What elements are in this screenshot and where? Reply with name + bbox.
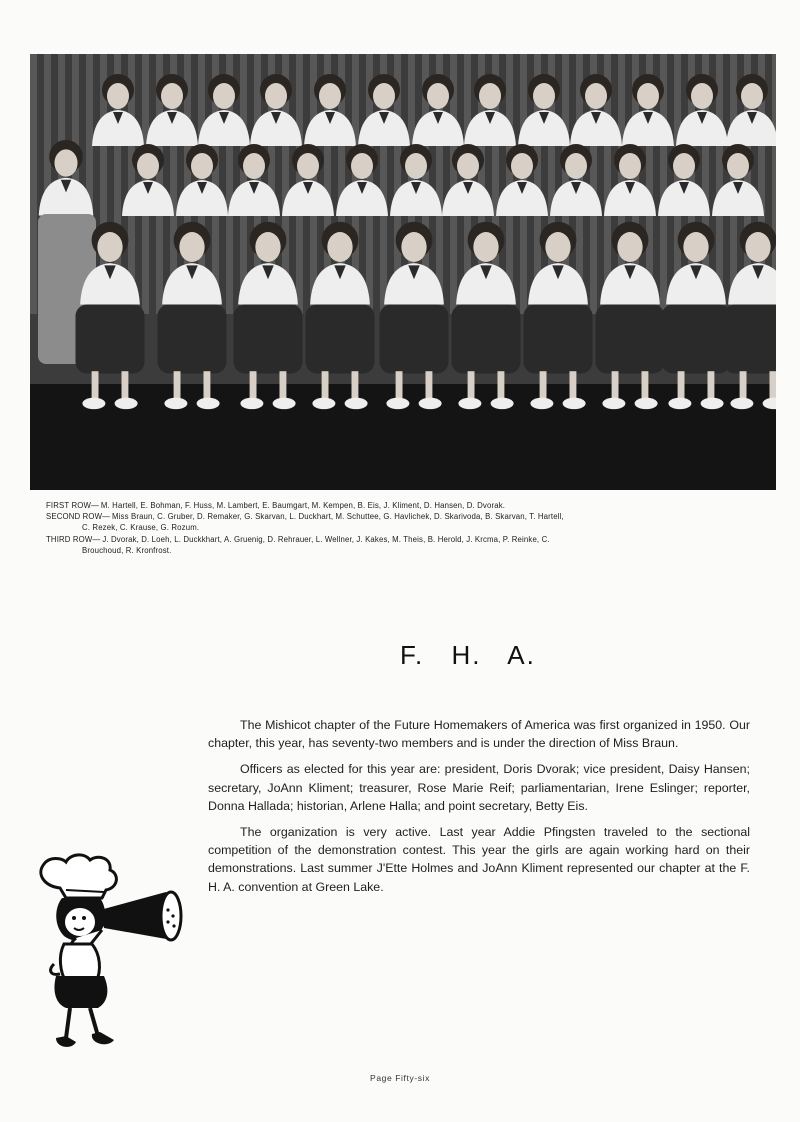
photo-person-skirt bbox=[662, 305, 731, 374]
photo-person-shoe bbox=[419, 398, 442, 410]
photo-person-shoe bbox=[197, 398, 220, 410]
photo-person-leg bbox=[570, 371, 577, 401]
photo-person-leg bbox=[352, 371, 359, 401]
photo-person-face bbox=[533, 83, 555, 109]
photo-person-face bbox=[683, 232, 708, 262]
photo-person-shoe bbox=[491, 398, 514, 410]
photo-person-skirt bbox=[596, 305, 665, 374]
photo-person-face bbox=[137, 153, 159, 179]
photo-person-face bbox=[479, 83, 501, 109]
photo-curtain-fold bbox=[30, 54, 37, 314]
photo-person-face bbox=[565, 153, 587, 179]
caption-third-row-continued: Brouchoud, R. Kronfrost. bbox=[82, 545, 172, 555]
photo-person-face bbox=[585, 83, 607, 109]
photo-person-leg bbox=[250, 371, 257, 401]
photo-person-leg bbox=[280, 371, 287, 401]
photo-person-face bbox=[265, 83, 287, 109]
photo-person-leg bbox=[740, 371, 747, 401]
photo-person-face bbox=[373, 83, 395, 109]
group-photo bbox=[30, 54, 776, 490]
photo-person-face bbox=[673, 153, 695, 179]
photo-person-face bbox=[691, 83, 713, 109]
photo-person-skirt bbox=[234, 305, 303, 374]
photo-person-face bbox=[243, 153, 265, 179]
photo-person-face bbox=[473, 232, 498, 262]
article-body bbox=[208, 716, 750, 904]
group-photo-drawing bbox=[30, 54, 776, 490]
photo-person-shoe bbox=[115, 398, 138, 410]
photo-person-leg bbox=[540, 371, 547, 401]
photo-person-face bbox=[637, 83, 659, 109]
photo-person-face bbox=[107, 83, 129, 109]
article-paragraph-3: The organization is very active. Last year Addie Pfingsten traveled to the sectional competition of the demonstration contest. This year the girls are again working hard on their demonstrations. Last summer J'Ette Holmes and JoAnn Kliment represented our chapter at the F. H. A. convention at Green Lake. bbox=[208, 825, 750, 894]
caption-second-row bbox=[46, 511, 774, 533]
caption-third-row-names: J. Dvorak, D. Loeh, L. Duckkhart, A. Gruenig, D. Rehrauer, L. Wellner, J. Kakes, M. Theis, B. Herold, J. Krcma, P. Reinke, C. bbox=[102, 534, 550, 544]
photo-person-leg bbox=[708, 371, 715, 401]
photo-person-shoe bbox=[701, 398, 724, 410]
photo-person-shoe bbox=[386, 398, 409, 410]
photo-person-leg bbox=[770, 371, 777, 401]
page-title: F. H. A. bbox=[400, 640, 536, 670]
photo-person-face bbox=[97, 232, 122, 262]
photo-person-leg bbox=[426, 371, 433, 401]
photo-person-shoe bbox=[730, 398, 753, 410]
photo-person-leg bbox=[204, 371, 211, 401]
photo-person-face bbox=[319, 83, 341, 109]
photo-person-shoe bbox=[345, 398, 368, 410]
photo-person-face bbox=[617, 232, 642, 262]
photo-person-leg bbox=[396, 371, 403, 401]
photo-person-leg bbox=[468, 371, 475, 401]
photo-person-leg bbox=[322, 371, 329, 401]
photo-person-shoe bbox=[164, 398, 187, 410]
photo-person-shoe bbox=[312, 398, 335, 410]
photo-person-skirt bbox=[158, 305, 227, 374]
caption-second-row-continued: C. Rezek, C. Krause, G. Rozum. bbox=[82, 523, 200, 533]
photo-person-face bbox=[213, 83, 235, 109]
photo-person-skirt bbox=[452, 305, 521, 374]
photo-person-face bbox=[351, 153, 373, 179]
photo-person-shoe bbox=[458, 398, 481, 410]
photo-person-shoe bbox=[240, 398, 263, 410]
photo-caption bbox=[46, 500, 774, 556]
caption-second-row-names: Miss Braun, C. Gruber, D. Remaker, G. Skarvan, L. Duckhart, M. Schuttee, G. Havlichek, D. Skarivoda, B. Skarvan, T. Hartell, bbox=[112, 512, 564, 522]
photo-person-face bbox=[545, 232, 570, 262]
photo-person-face bbox=[179, 232, 204, 262]
caption-first-row bbox=[46, 500, 774, 511]
caption-third-row bbox=[46, 534, 774, 556]
photo-person-leg bbox=[122, 371, 129, 401]
photo-person-leg bbox=[678, 371, 685, 401]
photo-person-face bbox=[161, 83, 183, 109]
photo-person-shoe bbox=[273, 398, 296, 410]
caption-first-row-label: FIRST ROW— bbox=[46, 501, 99, 510]
photo-person-skirt bbox=[76, 305, 145, 374]
article-paragraph-1: The Mishicot chapter of the Future Homemakers of America was first organized in 1950. Our chapter, this year, has seventy-two members and is under the direction of Miss Braun. bbox=[208, 718, 750, 751]
photo-person-face bbox=[745, 232, 770, 262]
photo-person-face bbox=[401, 232, 426, 262]
caption-third-row-label: THIRD ROW— bbox=[46, 534, 101, 544]
photo-person-shoe bbox=[635, 398, 658, 410]
caption-first-row-names: M. Hartell, E. Bohman, F. Huss, M. Lambert, E. Baumgart, M. Kempen, B. Eis, J. Kliment, D. Hansen, D. Dvorak. bbox=[100, 501, 506, 510]
photo-person-shoe bbox=[82, 398, 105, 410]
photo-person-face bbox=[405, 153, 427, 179]
photo-person-skirt bbox=[724, 305, 777, 374]
photo-person-leg bbox=[92, 371, 99, 401]
chef-icon bbox=[30, 852, 190, 1062]
photo-person-shoe bbox=[602, 398, 625, 410]
photo-person-face bbox=[297, 153, 319, 179]
photo-person-leg bbox=[498, 371, 505, 401]
article-paragraph-2: Officers as elected for this year are: president, Doris Dvorak; vice president, Daisy Hansen; secretary, JoAnn Kliment; treasurer, Rose Marie Reif; parliamentarian, Irene Eslinger; reporter, Donna Hallada; historian, Arlene Halla; and point secretary, Betty Eis. bbox=[208, 762, 750, 813]
photo-person-shoe bbox=[668, 398, 691, 410]
photo-person-leg bbox=[174, 371, 181, 401]
photo-person-face bbox=[191, 153, 213, 179]
photo-person-face bbox=[727, 153, 749, 179]
photo-person-face bbox=[327, 232, 352, 262]
photo-person-face bbox=[54, 149, 77, 176]
photo-person-shoe bbox=[563, 398, 586, 410]
photo-person-face bbox=[619, 153, 641, 179]
photo-person-face bbox=[427, 83, 449, 109]
chef-illustration bbox=[30, 852, 190, 1062]
page-number: Page Fifty-six bbox=[370, 1073, 430, 1083]
photo-person-face bbox=[255, 232, 280, 262]
photo-person-face bbox=[741, 83, 763, 109]
photo-person-skirt bbox=[306, 305, 375, 374]
photo-person-face bbox=[511, 153, 533, 179]
caption-second-row-label: SECOND ROW— bbox=[46, 512, 111, 522]
photo-person-face bbox=[457, 153, 479, 179]
photo-person-skirt bbox=[380, 305, 449, 374]
photo-person-leg bbox=[612, 371, 619, 401]
photo-person-shoe bbox=[530, 398, 553, 410]
photo-person-skirt bbox=[524, 305, 593, 374]
photo-person-leg bbox=[642, 371, 649, 401]
